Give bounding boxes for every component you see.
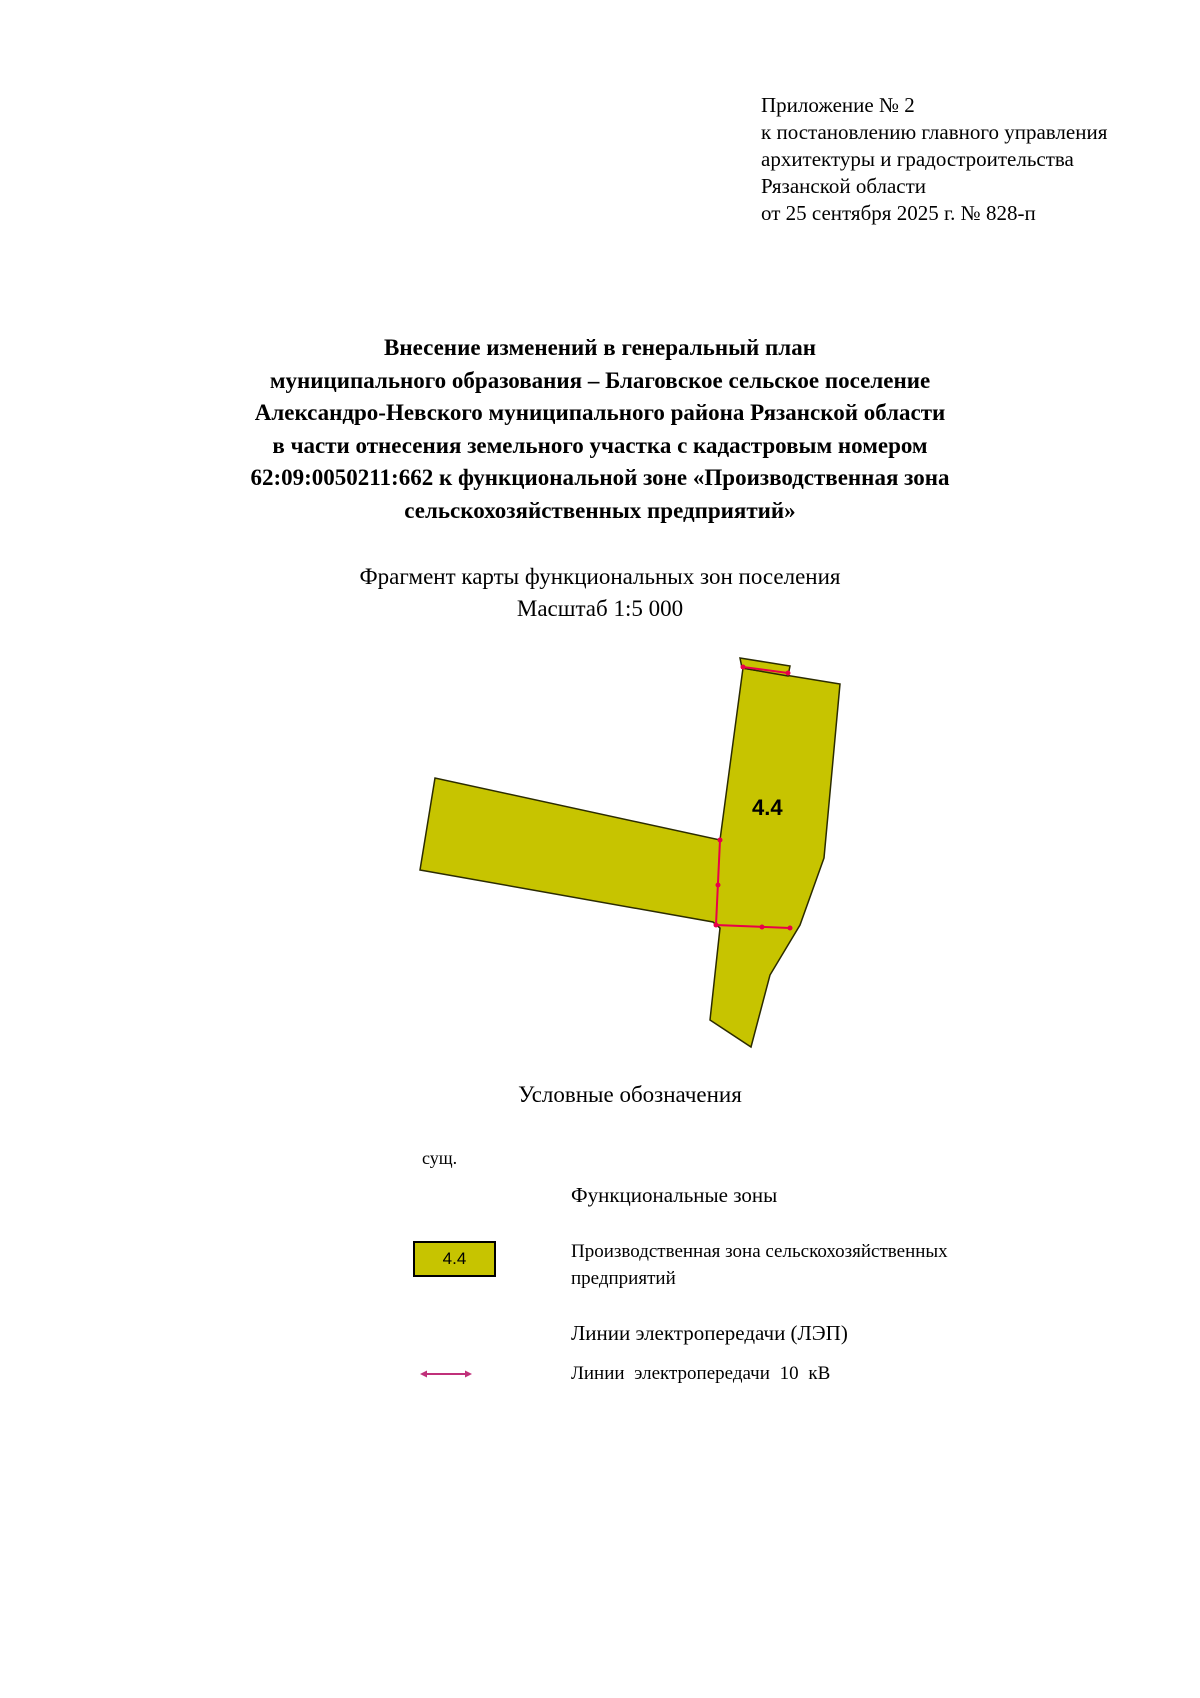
title-line: 62:09:0050211:662 к функциональной зоне «Производственная зона (250, 465, 950, 490)
title-line: муниципального образования – Благовское сельское поселение (269, 367, 931, 393)
legend-zone-swatch: 4.4 (413, 1241, 496, 1277)
powerline-legend-arrow-right (465, 1371, 472, 1378)
powerline-node (718, 838, 723, 843)
appendix-line: от 25 сентября 2025 г. № 828-п (761, 201, 1036, 225)
powerline-node (760, 925, 765, 930)
legend-powerline-description: Линии электропередачи 10 кВ (571, 1363, 831, 1384)
legend-title: Условные обозначения (518, 1082, 742, 1107)
title-line: Внесение изменений в генеральный план (384, 335, 816, 360)
powerline-node (714, 923, 719, 928)
title-line: в части отнесения земельного участка с кадастровым номером (272, 432, 928, 458)
appendix-line: Приложение № 2 (761, 93, 915, 117)
appendix-line: Рязанской области (761, 174, 927, 198)
legend-zone-description-line: Производственная зона сельскохозяйственных (571, 1241, 948, 1262)
legend-zone-description-line: предприятий (571, 1268, 676, 1289)
legend-zone-description (571, 1238, 1091, 1292)
powerline-node (741, 665, 746, 670)
powerline-node (716, 883, 721, 888)
appendix-line: к постановлению главного управления (761, 120, 1108, 144)
powerline-node (788, 926, 793, 931)
legend-powerlines-heading: Линии электропередачи (ЛЭП) (571, 1321, 848, 1345)
legend-zones-heading: Функциональные зоны (571, 1183, 778, 1207)
powerline-legend-icon (420, 1368, 472, 1380)
title-line: сельскохозяйственных предприятий» (404, 497, 796, 523)
appendix-line: архитектуры и градостроительства (761, 147, 1074, 171)
powerline-node (786, 671, 791, 676)
zone-polygon-4-4 (420, 659, 840, 1047)
title-line: Александро-Невского муниципального района Рязанской области (254, 400, 946, 425)
map-caption-line: Фрагмент карты функциональных зон поселения (359, 564, 841, 589)
powerline-legend-arrow-left (420, 1371, 427, 1378)
legend-existing-label: сущ. (422, 1148, 458, 1168)
zone-label-on-map: 4.4 (752, 795, 783, 820)
map-scale: Масштаб 1:5 000 (516, 596, 684, 621)
